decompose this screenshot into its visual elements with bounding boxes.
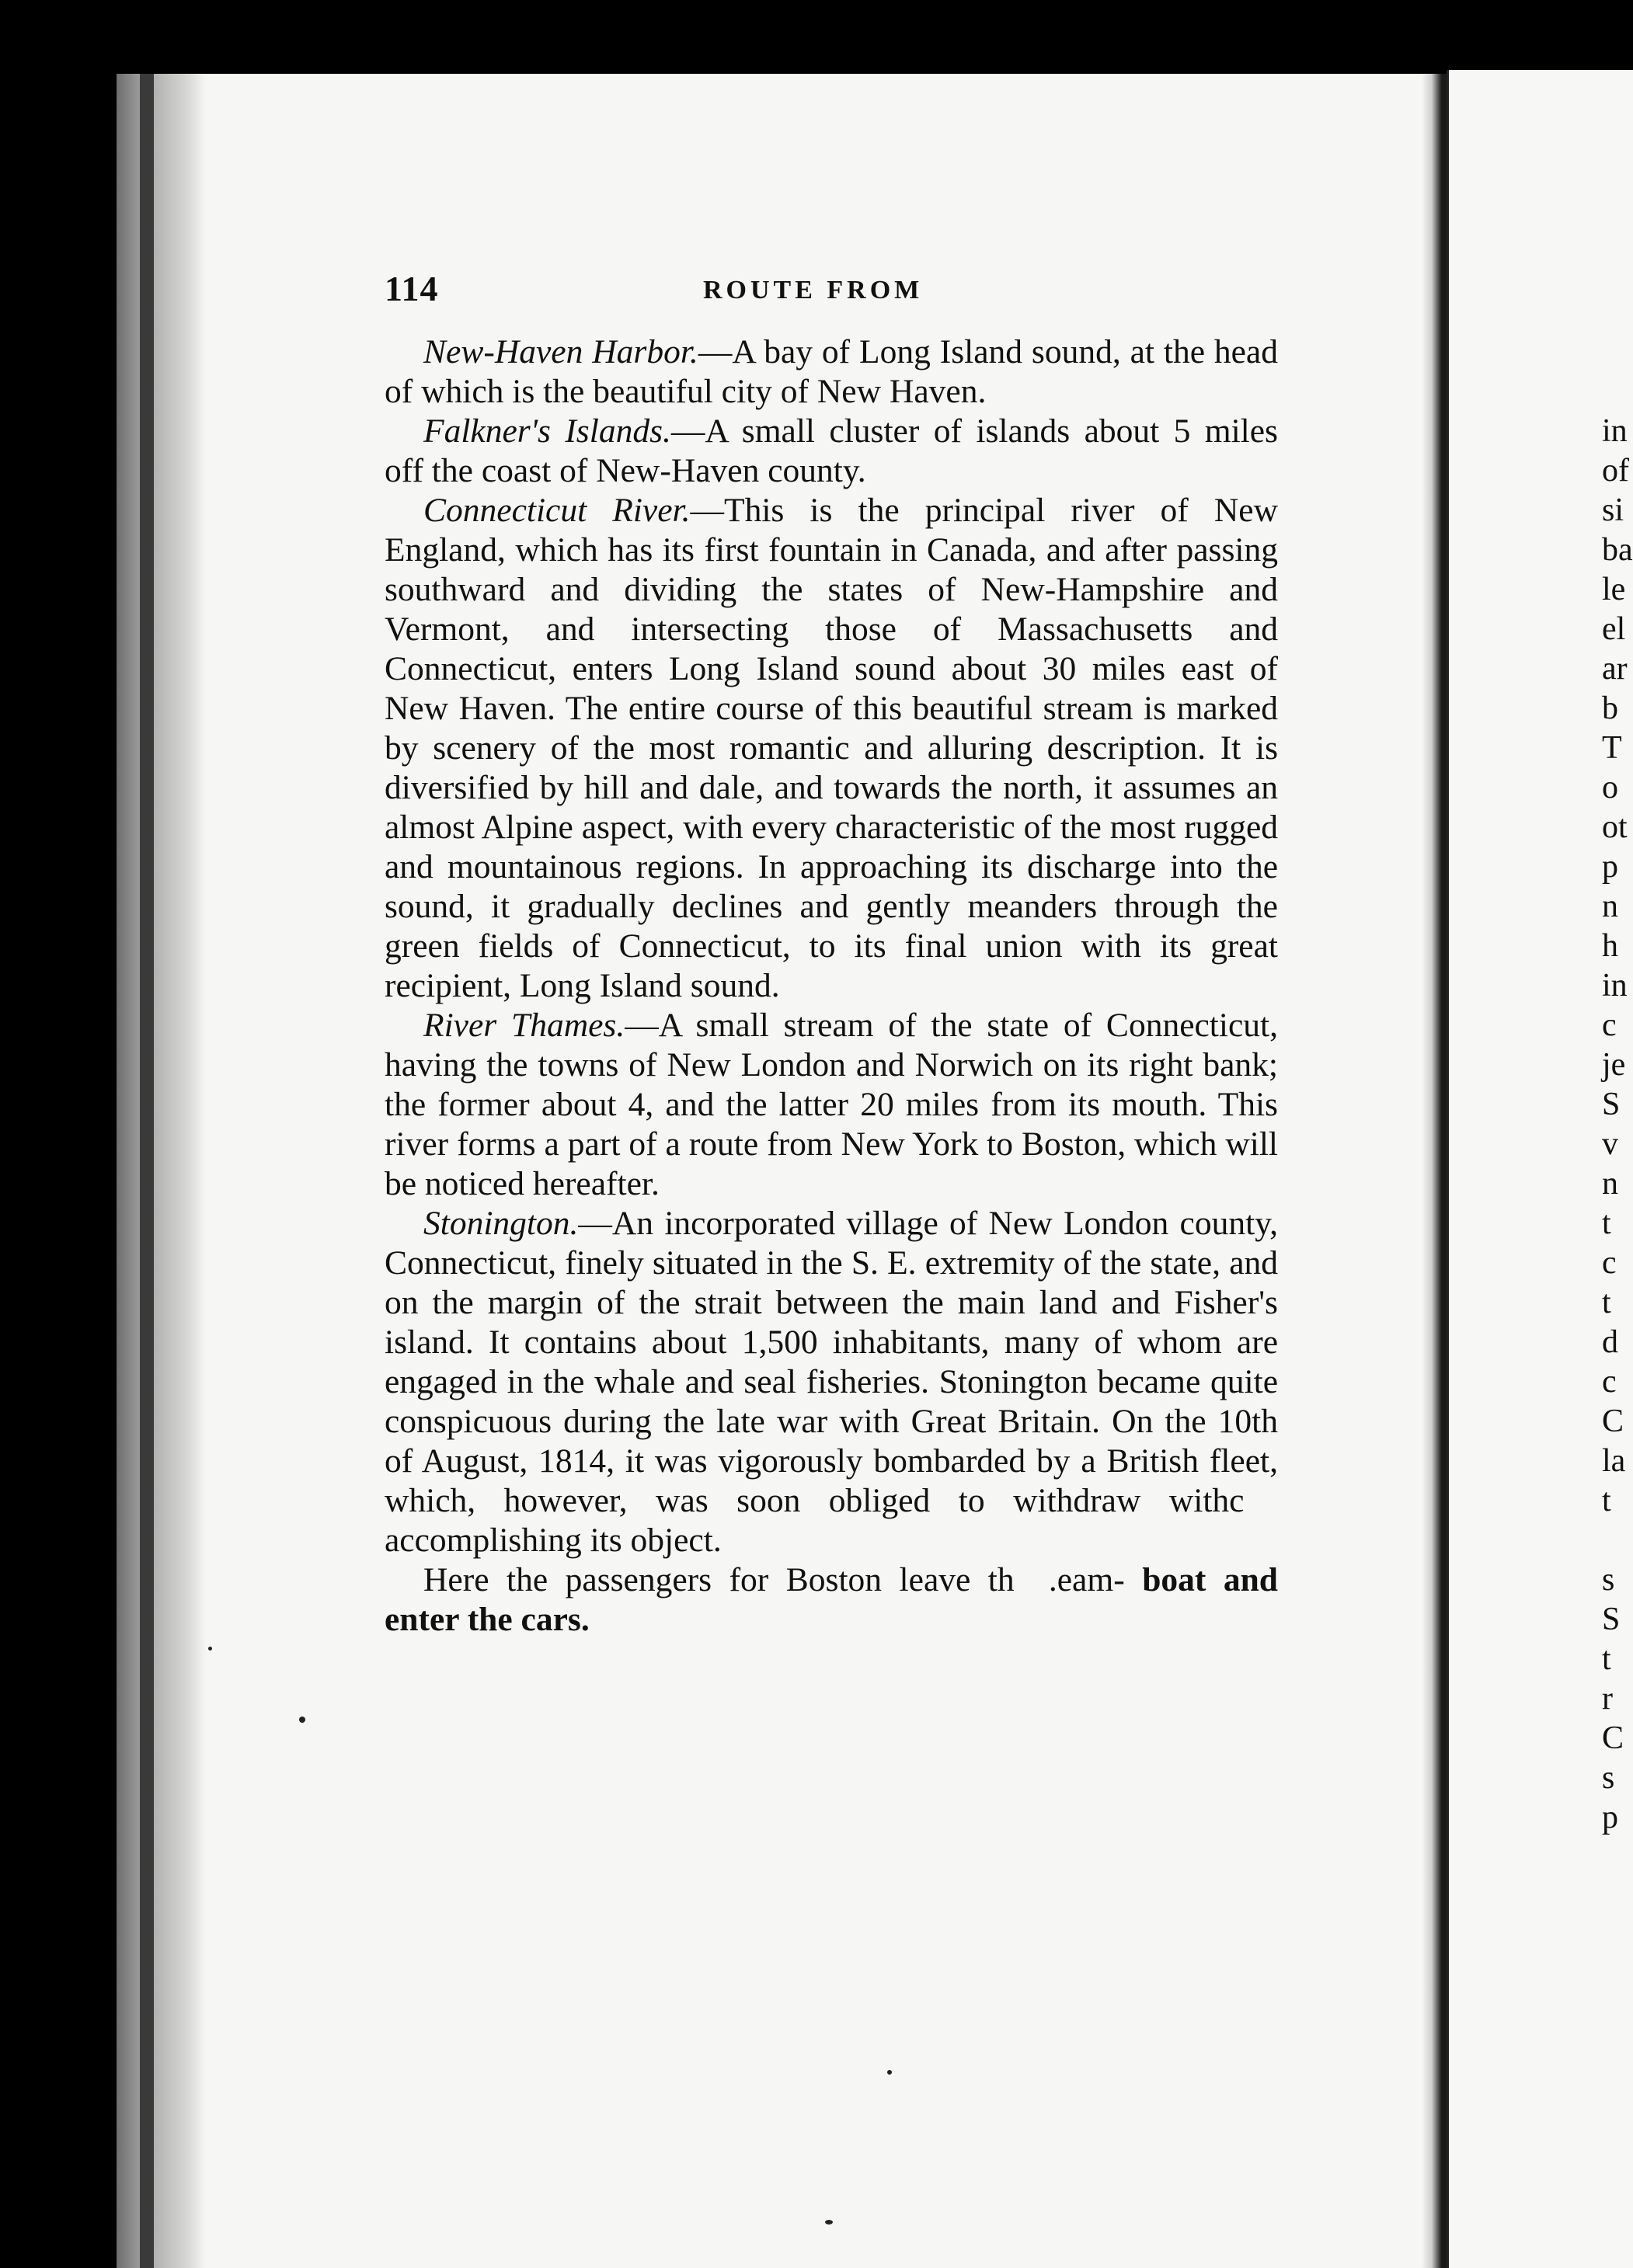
- entry-paragraph: [385, 1204, 1278, 1560]
- right-page-fragment: o: [1602, 770, 1618, 805]
- right-page-fragment: c: [1602, 1007, 1617, 1043]
- right-page-fragment: le: [1602, 572, 1626, 607]
- right-page-fragment: p: [1602, 1800, 1618, 1835]
- right-page-fragment: ar: [1602, 651, 1628, 687]
- closing-line-1: Here the passengers for Boston leave th .eam-: [423, 1561, 1125, 1598]
- right-page-fragment: ba: [1602, 532, 1633, 568]
- right-page-fragment: S: [1602, 1087, 1621, 1122]
- right-page-fragment: v: [1602, 1126, 1618, 1162]
- right-page-fragment: C: [1602, 1720, 1624, 1756]
- print-speck: [299, 1717, 305, 1723]
- right-page-fragment: la: [1602, 1443, 1626, 1479]
- entry-text: —A small stream of the state of Connecticut, having the towns of New London and Norwich on its right bank; the former about 4, and the latter 20 miles from its mouth. This river forms a part of a route from New York to Boston, which will be noticed hereafter.: [385, 1007, 1278, 1202]
- entry-text: —A bay of Long Island sound, at the head of which is the beautiful city of New Haven.: [385, 333, 1278, 410]
- right-page-fragment: s: [1602, 1562, 1615, 1598]
- right-page-fragment: t: [1602, 1205, 1611, 1241]
- right-page-fragment: t: [1602, 1483, 1611, 1518]
- right-page-fragment: si: [1602, 492, 1624, 528]
- right-page-fragment: C: [1602, 1404, 1624, 1439]
- right-page-fragment: p: [1602, 849, 1618, 885]
- entry-paragraph: [385, 412, 1278, 491]
- right-page-fragment: ot: [1602, 809, 1628, 845]
- entry-paragraph: [385, 332, 1278, 412]
- right-page-fragment: h: [1602, 928, 1618, 964]
- binding-line: [140, 74, 154, 2268]
- entry-paragraph: [385, 491, 1278, 1006]
- page-number: 114: [385, 269, 439, 308]
- right-page-fragment: T: [1602, 730, 1622, 766]
- right-page-fragment: t: [1602, 1285, 1611, 1320]
- entry-term: New-Haven Harbor.: [423, 333, 698, 370]
- entry-term: Falkner's Islands.: [423, 412, 671, 450]
- closing-paragraph: [385, 1560, 1278, 1640]
- right-page-fragment: r: [1602, 1681, 1613, 1717]
- right-page-fragment: in: [1602, 413, 1628, 449]
- entry-text: —A small cluster of islands about 5 miles off the coast of New-Haven county.: [385, 412, 1278, 489]
- right-page-fragment: je: [1602, 1047, 1626, 1083]
- body-text: [385, 332, 1278, 1640]
- entry-term: Connecticut River.: [423, 492, 691, 529]
- right-page-fragment: t: [1602, 1641, 1611, 1677]
- right-page-fragment: in: [1602, 968, 1628, 1004]
- entry-text: —An incorporated village of New London county, Connecticut, finely situated in the S. E. extremity of the state, and on the margin of the strait between the main land and Fisher's island. It contains about 1,500 inhabitants, many of whom are engaged in the whale and seal fisheries. Stonington became quite conspicuous during the late war with Great Britain. On the 10th of August, 1814, it was vigorously bombarded by a British fleet, which, however, was soon obliged to withdraw withc accomplishing its object.: [385, 1205, 1278, 1559]
- page-fold: [1422, 74, 1447, 2268]
- right-page-fragment: of: [1602, 453, 1629, 489]
- right-page-fragment: S: [1602, 1602, 1621, 1637]
- right-page-fragment: n: [1602, 889, 1618, 924]
- entry-term: Stonington.: [423, 1205, 579, 1242]
- entry-term: River Thames.: [423, 1007, 625, 1044]
- gutter-shadow: [117, 74, 206, 2268]
- right-page-fragment: c: [1602, 1364, 1617, 1400]
- right-page-fragment: [1602, 1521, 1633, 1560]
- print-speck: [887, 2070, 892, 2075]
- right-page-fragment: d: [1602, 1324, 1618, 1360]
- closing-line-2: boat and enter the cars.: [385, 1561, 1278, 1638]
- right-page-fragment: b: [1602, 690, 1618, 726]
- running-head: ROUTE FROM: [703, 276, 924, 304]
- right-page-fragment: n: [1602, 1166, 1618, 1202]
- right-page-fragments: [1602, 412, 1633, 1838]
- print-speck: [825, 2220, 833, 2225]
- entry-text: —This is the principal river of New England, which has its first fountain in Canada, and after passing southward and dividing the states of New-Hampshire and Vermont, and intersecting those of Massachusetts and Connecticut, enters Long Island sound about 30 miles east of New Haven. The entire course of this beautiful stream is marked by scenery of the most romantic and alluring description. It is diversified by hill and dale, and towards the north, it assumes an almost Alpine aspect, with every characteristic of the most rugged and mountainous regions. In approaching its discharge into the sound, it gradually declines and gently meanders through the green fields of Connecticut, to its final union with its great recipient, Long Island sound.: [385, 492, 1278, 1004]
- right-page-fragment: c: [1602, 1245, 1617, 1281]
- entry-paragraph: [385, 1006, 1278, 1204]
- page-header: [385, 268, 1278, 315]
- right-page-fragment: s: [1602, 1760, 1615, 1796]
- right-page-fragment: el: [1602, 611, 1626, 647]
- print-speck: [208, 1647, 212, 1651]
